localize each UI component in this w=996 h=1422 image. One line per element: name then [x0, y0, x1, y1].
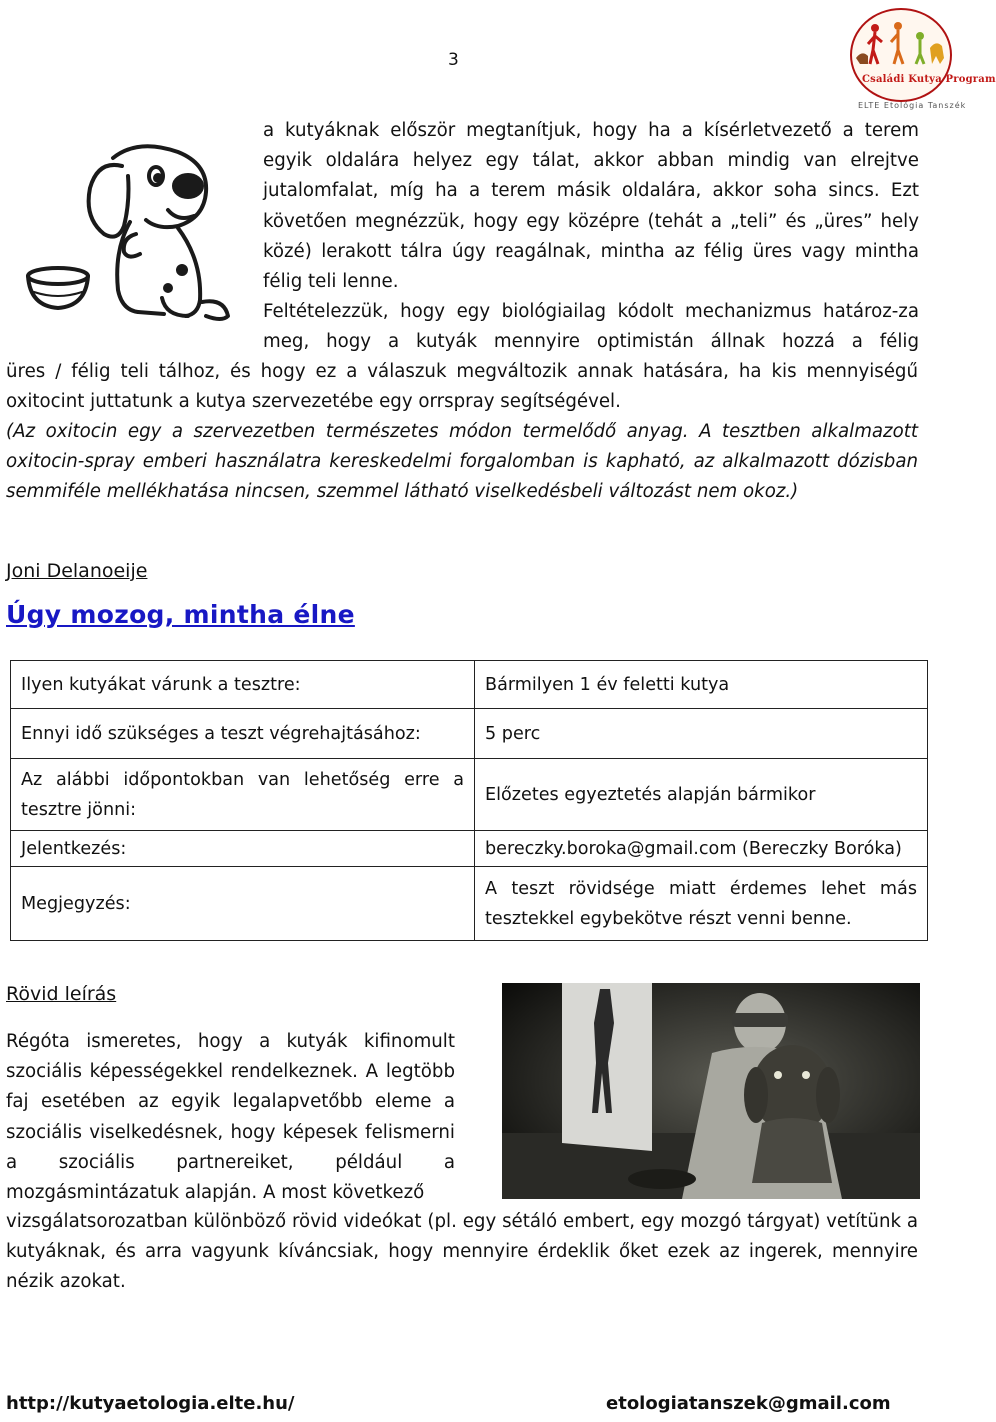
- logo-title: Családi Kutya Program: [862, 74, 996, 85]
- intro-paragraph-1: a kutyáknak először megtanítjuk, hogy ha a kísérletvezető a terem egyik oldalára helyez egy tálat, akkor abban mindig van elrejtve jutalomfalat, míg ha a terem másik oldalára, akkor soha sincs. Ezt követően megnézzük, hogy egy középre (tehát a „teli” és „üres” hely közé) lerakott tálra úgy reagálnak, mintha az félig üres vagy mintha félig teli lenne.: [263, 120, 919, 293]
- table-cell-value: Előzetes egyeztetés alapján bármikor: [475, 759, 928, 831]
- footer-email-link[interactable]: etologiatanszek@gmail.com: [606, 1393, 891, 1414]
- experiment-photo: [502, 983, 920, 1199]
- test-title: Úgy mozog, mintha élne: [6, 600, 355, 629]
- intro-paragraph-3: üres / félig teli tálhoz, és hogy ez a válaszuk megváltozik annak hatására, ha kis mennyiségű oxitocint juttatunk a kutya szervezetébe egy orrspray segítségével.: [6, 361, 918, 413]
- table-cell-label: Jelentkezés:: [11, 831, 475, 867]
- description-paragraph-1: Régóta ismeretes, hogy a kutyák kifinomult szociális képességekkel rendelkeznek. A legtöbb faj esetében az egyik legalapvetőbb eleme a szociális viselkedésnek, hogy képesek felismerni a szociális partnereiket, például a mozgásmintázatuk alapján. A most következő: [6, 1031, 455, 1204]
- table-row: [11, 831, 928, 867]
- table-cell-label: Ennyi idő szükséges a teszt végrehajtásához:: [11, 709, 475, 759]
- table-row: [11, 709, 928, 759]
- table-cell-value: A teszt rövidsége miatt érdemes lehet más tesztekkel egybekötve részt venni benne.: [475, 867, 928, 941]
- table-row: [11, 661, 928, 709]
- table-cell-value: 5 perc: [475, 709, 928, 759]
- description-paragraph-2: vizsgálatsorozatban különböző rövid videókat (pl. egy sétáló embert, egy mozgó tárgyat) vetítünk a kutyáknak, és arra vagyunk kíváncsiak, hogy mennyire érdeklik őket ezek az ingerek, mennyire nézik azokat.: [6, 1211, 918, 1293]
- logo-subtitle: ELTE Etológia Tanszék: [858, 101, 967, 110]
- table-cell-label: Ilyen kutyákat várunk a tesztre:: [11, 661, 475, 709]
- section-header-short-description: Rövid leírás: [6, 983, 117, 1005]
- intro-paragraph-2: Feltételezzük, hogy egy biológiailag kódolt mechanizmus határoz-za meg, hogy a kutyák mennyire optimistán állnak hozzá a félig: [263, 301, 919, 353]
- table-row: [11, 867, 928, 941]
- test-info-table: [10, 660, 928, 941]
- table-row: [11, 759, 928, 831]
- table-cell-label: Az alábbi időpontokban van lehetőség erre a tesztre jönni:: [11, 759, 475, 831]
- oxytocin-note: (Az oxitocin egy a szervezetben természetes módon termelődő anyag. A tesztben alkalmazott oxitocin-spray emberi használatra kereskedelmi forgalomban is kapható, az alkalmazott dózisban semmiféle mellékhatása nincsen, szemmel látható viselkedésbeli változást nem okoz.): [6, 421, 918, 503]
- footer-url-link[interactable]: http://kutyaetologia.elte.hu/: [6, 1393, 295, 1414]
- table-cell-value: bereczky.boroka@gmail.com (Bereczky Boróka): [475, 831, 928, 867]
- table-cell-label: Megjegyzés:: [11, 867, 475, 941]
- page-number: 3: [448, 50, 459, 70]
- author-name: Joni Delanoeije: [6, 560, 148, 582]
- experiment-photo-graphic: [502, 983, 920, 1199]
- family-dog-program-logo: [848, 6, 996, 110]
- logo-figures-icon: [848, 6, 956, 78]
- cartoon-dog-with-bowl-illustration: [18, 130, 248, 330]
- table-cell-value: Bármilyen 1 év feletti kutya: [475, 661, 928, 709]
